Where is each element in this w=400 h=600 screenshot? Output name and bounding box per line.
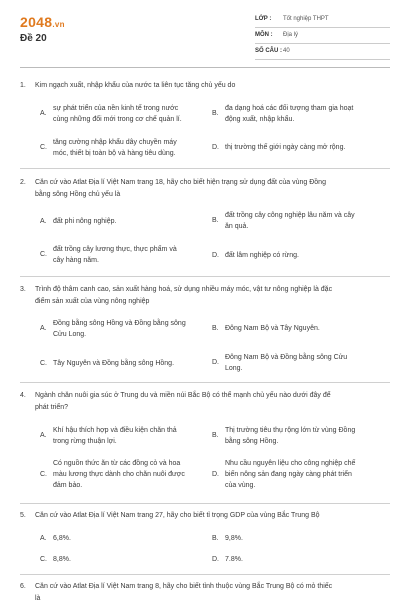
question-text — [35, 80, 380, 92]
question-6 — [20, 581, 380, 600]
option-text: sự phát triển của nền kinh tế trong nước — [53, 105, 179, 112]
option-letter: D. — [212, 556, 219, 563]
option-2a[interactable] — [40, 216, 205, 227]
question-text-line: Ngành chăn nuôi gia súc ở Trung du và miền núi Bắc Bộ có thể mạnh chủ yếu nào dưới đây để — [35, 392, 331, 399]
option-5d[interactable] — [212, 554, 382, 565]
question-text — [35, 177, 380, 201]
question-2 — [20, 177, 380, 201]
question-number: 4. — [20, 392, 26, 399]
logo-suffix: .vn — [52, 20, 65, 29]
option-letter: B. — [212, 110, 219, 117]
option-letter: C. — [40, 144, 47, 151]
option-4b[interactable] — [212, 425, 382, 447]
question-text-line: Kim ngạch xuất, nhập khẩu của nước ta liên tục tăng chủ yếu do — [35, 82, 236, 89]
option-letter: D. — [212, 144, 219, 151]
meta-count — [255, 46, 395, 60]
question-number: 6. — [20, 583, 26, 590]
option-letter: B. — [212, 325, 219, 332]
question-number: 2. — [20, 179, 26, 186]
option-text: cây hàng năm. — [53, 257, 99, 264]
option-text: móc, thiết bị toàn bộ và hàng tiêu dùng. — [53, 150, 176, 157]
meta-count-label: SỐ CÂU : — [255, 48, 282, 54]
header-separator — [20, 67, 390, 68]
question-3 — [20, 284, 380, 308]
question-text-line: điểm sản xuất của vùng nông nghiệp — [35, 298, 150, 305]
option-text: 9,8%. — [225, 535, 243, 542]
option-letter: D. — [212, 252, 219, 259]
option-text: biến nông sản đang ngày càng phát triển — [225, 471, 352, 478]
option-text: đa dạng hoá các đối tượng tham gia hoạt — [225, 105, 354, 112]
option-text: đất phi nông nghiệp. — [53, 218, 117, 225]
meta-subject — [255, 30, 395, 44]
option-1c[interactable] — [40, 137, 205, 159]
meta-count-value: 40 — [283, 48, 290, 54]
option-3d[interactable] — [212, 352, 382, 374]
option-text: bằng sông Hồng. — [225, 438, 279, 445]
option-letter: B. — [212, 432, 219, 439]
exam-title: Đề 20 — [20, 33, 47, 44]
option-text: đảm bảo. — [53, 482, 83, 489]
option-text: Long. — [225, 365, 243, 372]
option-text: Cửu Long. — [53, 331, 87, 338]
question-text-line: phát triển? — [35, 404, 69, 411]
option-text: Tây Nguyên và Đồng bằng sông Hồng. — [53, 360, 175, 367]
option-letter: D. — [212, 471, 219, 478]
option-text: Khí hậu thích hợp và điều kiện chăn thả — [53, 427, 177, 434]
option-letter: A. — [40, 110, 47, 117]
option-letter: D. — [212, 359, 219, 366]
option-text: 7.8%. — [225, 556, 243, 563]
option-text: trong rừng thuận lợi. — [53, 438, 117, 445]
question-text — [35, 510, 380, 522]
question-separator — [20, 574, 390, 575]
option-text: đất lâm nghiệp có rừng. — [225, 252, 299, 259]
option-letter: A. — [40, 535, 47, 542]
exam-header — [0, 0, 400, 70]
option-2b[interactable] — [212, 210, 382, 232]
option-1b[interactable] — [212, 103, 382, 125]
question-text — [35, 581, 380, 600]
option-text: tăng cường nhập khẩu dây chuyền máy — [53, 139, 177, 146]
meta-divider — [255, 59, 390, 60]
meta-class-label: LỚP : — [255, 16, 272, 22]
option-text: đất trồng cây lương thực, thực phẩm và — [53, 246, 177, 253]
meta-class-value: Tốt nghiệp THPT — [283, 16, 329, 22]
option-letter: C. — [40, 471, 47, 478]
site-logo[interactable] — [20, 14, 65, 30]
question-number: 5. — [20, 512, 26, 519]
option-text: thị trường thế giới ngày càng mở rộng. — [225, 144, 346, 151]
option-text: cùng những đổi mới trong cơ chế quản lí. — [53, 116, 182, 123]
meta-divider — [255, 43, 390, 44]
option-text: màu lương thực dành cho chăn nuôi được — [53, 471, 185, 478]
option-text: Đông Nam Bộ và Đồng bằng sông Cửu — [225, 354, 348, 361]
option-3a[interactable] — [40, 318, 205, 340]
question-number: 1. — [20, 82, 26, 89]
meta-divider — [255, 27, 390, 28]
option-letter: B. — [212, 217, 219, 224]
option-letter: B. — [212, 535, 219, 542]
option-text: ăn quả. — [225, 223, 249, 230]
question-text-line: Căn cứ vào Atlat Địa lí Việt Nam trang 18, hãy cho biết hiện trạng sử dụng đất của vùng Đồng — [35, 179, 326, 186]
question-text-line: bằng sông Hồng chủ yếu là — [35, 191, 121, 198]
option-2d[interactable] — [212, 250, 382, 261]
option-5c[interactable] — [40, 554, 205, 565]
option-text: của vùng. — [225, 482, 256, 489]
logo-main: 2048 — [20, 14, 53, 30]
question-text-line: Căn cứ vào Atlat Địa lí Việt Nam trang 8, hãy cho biết tỉnh thuộc vùng Bắc Trung Bộ có mỏ thiếc — [35, 583, 333, 590]
question-separator — [20, 503, 390, 504]
question-text-line: Trình độ thâm canh cao, sản xuất hàng hoá, sử dụng nhiều máy móc, vật tư nông nghiệp là đặc — [35, 286, 333, 293]
meta-subject-value: Địa lý — [283, 32, 299, 38]
question-number: 3. — [20, 286, 26, 293]
question-text — [35, 284, 380, 308]
option-text: động xuất, nhập khẩu. — [225, 116, 295, 123]
option-letter: A. — [40, 325, 47, 332]
option-letter: C. — [40, 556, 47, 563]
option-text: đất trồng cây công nghiệp lâu năm và cây — [225, 212, 355, 219]
option-letter: C. — [40, 251, 47, 258]
option-text: Đông Nam Bộ và Tây Nguyên. — [225, 325, 320, 332]
meta-subject-label: MÔN : — [255, 32, 273, 38]
question-separator — [20, 168, 390, 169]
question-text-line: Căn cứ vào Atlat Địa lí Việt Nam trang 27, hãy cho biết tỉ trọng GDP của vùng Bắc Trung Bộ — [35, 512, 320, 519]
question-separator — [20, 276, 390, 277]
option-letter: A. — [40, 218, 47, 225]
option-text: Đồng bằng sông Hồng và Đồng bằng sông — [53, 320, 186, 327]
question-text-line: là — [35, 595, 41, 600]
option-2c[interactable] — [40, 244, 205, 266]
option-letter: A. — [40, 432, 47, 439]
question-5 — [20, 510, 380, 522]
option-text: 8,8%. — [53, 556, 71, 563]
option-4d[interactable] — [212, 458, 382, 491]
question-text — [35, 390, 380, 414]
question-4 — [20, 390, 380, 414]
option-text: Nhu cầu nguyên liệu cho công nghiệp chế — [225, 460, 356, 467]
meta-class — [255, 14, 395, 28]
option-1a[interactable] — [40, 103, 205, 125]
option-text: Có nguồn thức ăn từ các đồng cỏ và hoa — [53, 460, 181, 467]
question-separator — [20, 382, 390, 383]
option-4a[interactable] — [40, 425, 205, 447]
option-text: Thị trường tiêu thụ rộng lớn từ vùng Đồng — [225, 427, 356, 434]
question-1 — [20, 80, 380, 92]
option-1d[interactable] — [212, 142, 382, 153]
option-text: 6,8%. — [53, 535, 71, 542]
option-5a[interactable] — [40, 533, 205, 544]
option-3c[interactable] — [40, 358, 205, 369]
option-letter: C. — [40, 360, 47, 367]
option-5b[interactable] — [212, 533, 382, 544]
option-4c[interactable] — [40, 458, 208, 491]
option-3b[interactable] — [212, 323, 382, 334]
